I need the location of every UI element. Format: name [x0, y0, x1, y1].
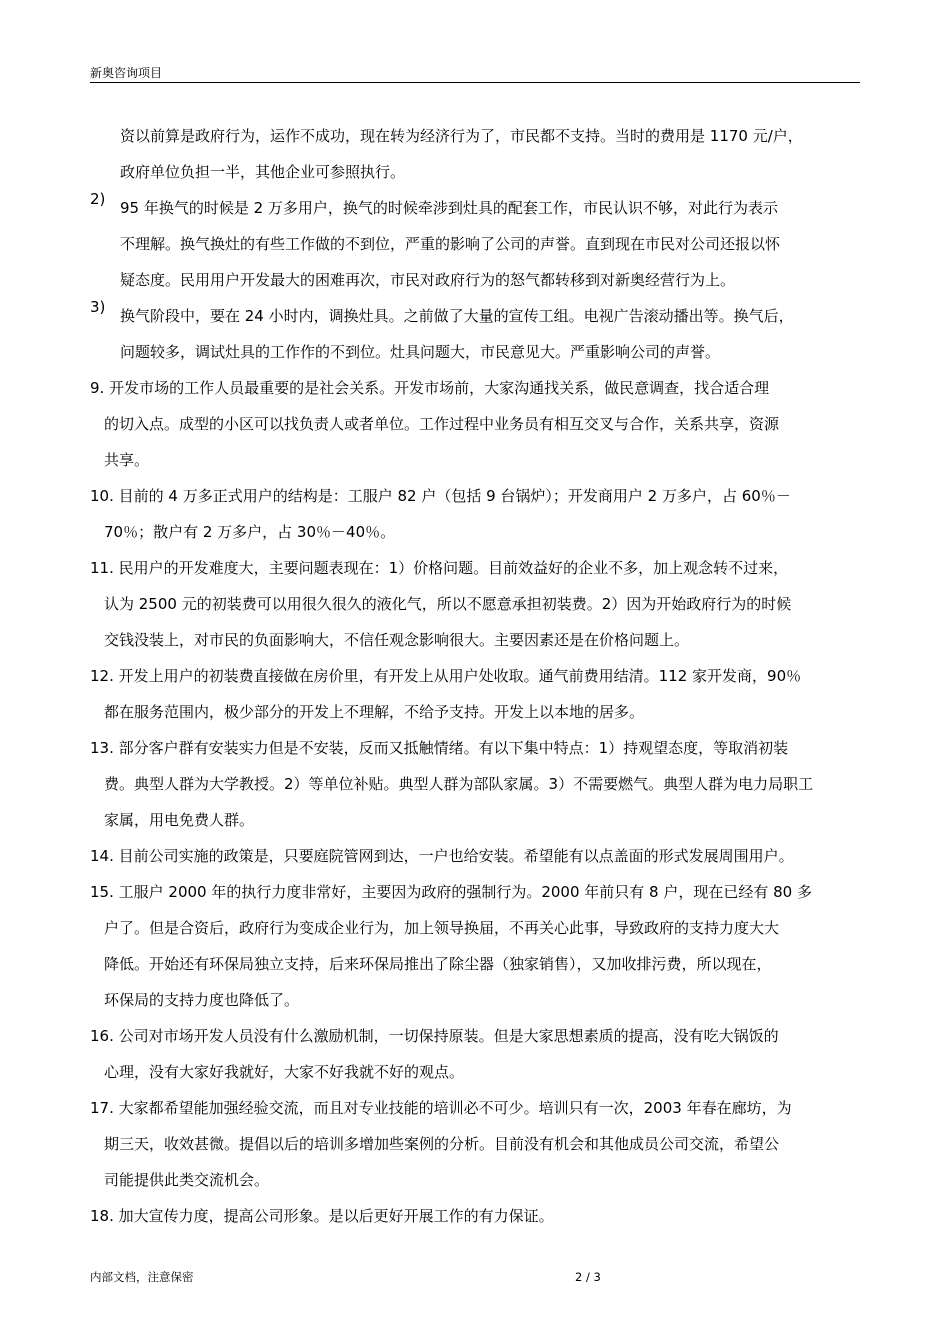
text-line: 疑态度。民用用户开发最大的困难再次，市民对政府行为的怒气都转移到对新奥经营行为上。: [120, 271, 736, 289]
list-marker: 17.: [90, 1099, 114, 1117]
text-line: 心理，没有大家好我就好，大家不好我就不好的观点。: [104, 1063, 465, 1081]
text-line: 目前的 4 万多正式用户的结构是：工服户 82 户（包括 9 台锅炉）；开发商用户 2 万多户，占 60％－: [113, 487, 791, 505]
list-marker: 13.: [90, 739, 114, 757]
text-line: 费。典型人群为大学教授。2）等单位补贴。典型人群为部队家属。3）不需要燃气。典型人群为电力局职工: [104, 775, 814, 793]
page-number: 2 / 3: [575, 1270, 601, 1284]
text-line: 认为 2500 元的初装费可以用很久很久的液化气，所以不愿意承担初装费。2）因为开始政府行为的时候: [104, 595, 792, 613]
continued-paragraph: [90, 118, 860, 190]
text-line: 目前公司实施的政策是，只要庭院管网到达，一户也给安装。希望能有以点盖面的形式发展周围用户。: [113, 847, 794, 865]
list-item-17: [90, 1090, 860, 1198]
text-line: 的切入点。成型的小区可以找负责人或者单位。工作过程中业务员有相互交叉与合作，关系共享，资源: [104, 415, 780, 433]
text-line: 换气阶段中，要在 24 小时内，调换灶具。之前做了大量的宣传工组。电视广告滚动播出等。换气后，: [120, 307, 794, 325]
list-item-9: [90, 370, 860, 478]
list-item-16: [90, 1018, 860, 1090]
document-body: [90, 118, 860, 1234]
list-item-13: [90, 730, 860, 838]
text-line: 降低。开始还有环保局独立支持，后来环保局推出了除尘器（独家销售），又加收排污费，所以现在，: [104, 955, 772, 973]
text-line: 不理解。换气换灶的有些工作做的不到位，严重的影响了公司的声誉。直到现在市民对公司还报以怀: [120, 235, 781, 253]
text-line: 家属，用电免费人群。: [104, 811, 255, 829]
text-line: 期三天，收效甚微。提倡以后的培训多增加些案例的分析。目前没有机会和其他成员公司交流，希望公: [104, 1135, 780, 1153]
list-marker: 10.: [90, 487, 114, 505]
text-line: 工服户 2000 年的执行力度非常好，主要因为政府的强制行为。2000 年前只有 8 户，现在已经有 80 多: [113, 883, 812, 901]
footer-confidential-note: 内部文档，注意保密: [90, 1270, 194, 1284]
text-line: 政府单位负担一半，其他企业可参照执行。: [120, 163, 406, 181]
text-line: 大家都希望能加强经验交流，而且对专业技能的培训必不可少。培训只有一次，2003 年春在廊坊，为: [113, 1099, 792, 1117]
list-item-12: [90, 658, 860, 730]
list-marker: 12.: [90, 667, 114, 685]
list-marker: 15.: [90, 883, 114, 901]
text-line: 问题较多，调试灶具的工作作的不到位。灶具问题大，市民意见大。严重影响公司的声誉。: [120, 343, 721, 361]
list-marker: 14.: [90, 847, 114, 865]
list-item-14: [90, 838, 860, 874]
text-line: 公司对市场开发人员没有什么激励机制，一切保持原装。但是大家思想素质的提高，没有吃大锅饭的: [113, 1027, 779, 1045]
text-line: 开发上用户的初装费直接做在房价里，有开发上从用户处收取。通气前费用结清。112 家开发商，90％: [113, 667, 802, 685]
list-item-10: [90, 478, 860, 550]
list-marker: 3): [90, 298, 106, 316]
list-marker: 11.: [90, 559, 114, 577]
text-line: 95 年换气的时候是 2 万多用户，换气的时候牵涉到灶具的配套工作，市民认识不够，对此行为表示: [120, 199, 778, 217]
list-item-18: [90, 1198, 860, 1234]
list-marker: 18.: [90, 1207, 114, 1225]
list-marker: 9.: [90, 379, 105, 397]
list-item-2: [90, 190, 860, 298]
text-line: 交钱没装上，对市民的负面影响大，不信任观念影响很大。主要因素还是在价格问题上。: [104, 631, 690, 649]
list-marker: 2): [90, 190, 106, 208]
text-line: 部分客户群有安装实力但是不安装，反而又抵触情绪。有以下集中特点：1）持观望态度，等取消初装: [113, 739, 789, 757]
list-marker: 16.: [90, 1027, 114, 1045]
text-line: 户了。但是合资后，政府行为变成企业行为，加上领导换届，不再关心此事，导致政府的支持力度大大: [104, 919, 780, 937]
text-line: 开发市场的工作人员最重要的是社会关系。开发市场前，大家沟通找关系，做民意调查，找合适合理: [104, 379, 770, 397]
document-header: 新奥咨询项目: [90, 66, 163, 80]
text-line: 环保局的支持力度也降低了。: [104, 991, 300, 1009]
list-item-15: [90, 874, 860, 1018]
text-line: 共享。: [104, 451, 150, 469]
text-line: 加大宣传力度，提高公司形象。是以后更好开展工作的有力保证。: [113, 1207, 554, 1225]
list-item-3: [90, 298, 860, 370]
text-line: 70％；散户有 2 万多户，占 30％－40％。: [104, 523, 396, 541]
list-item-11: [90, 550, 860, 658]
text-line: 都在服务范围内，极少部分的开发上不理解，不给予支持。开发上以本地的居多。: [104, 703, 645, 721]
text-line: 民用户的开发难度大，主要问题表现在：1）价格问题。目前效益好的企业不多，加上观念转不过来，: [113, 559, 789, 577]
text-line: 司能提供此类交流机会。: [104, 1171, 270, 1189]
header-divider: [90, 82, 860, 83]
text-line: 资以前算是政府行为，运作不成功，现在转为经济行为了，市民都不支持。当时的费用是 1170 元/户，: [120, 127, 803, 145]
